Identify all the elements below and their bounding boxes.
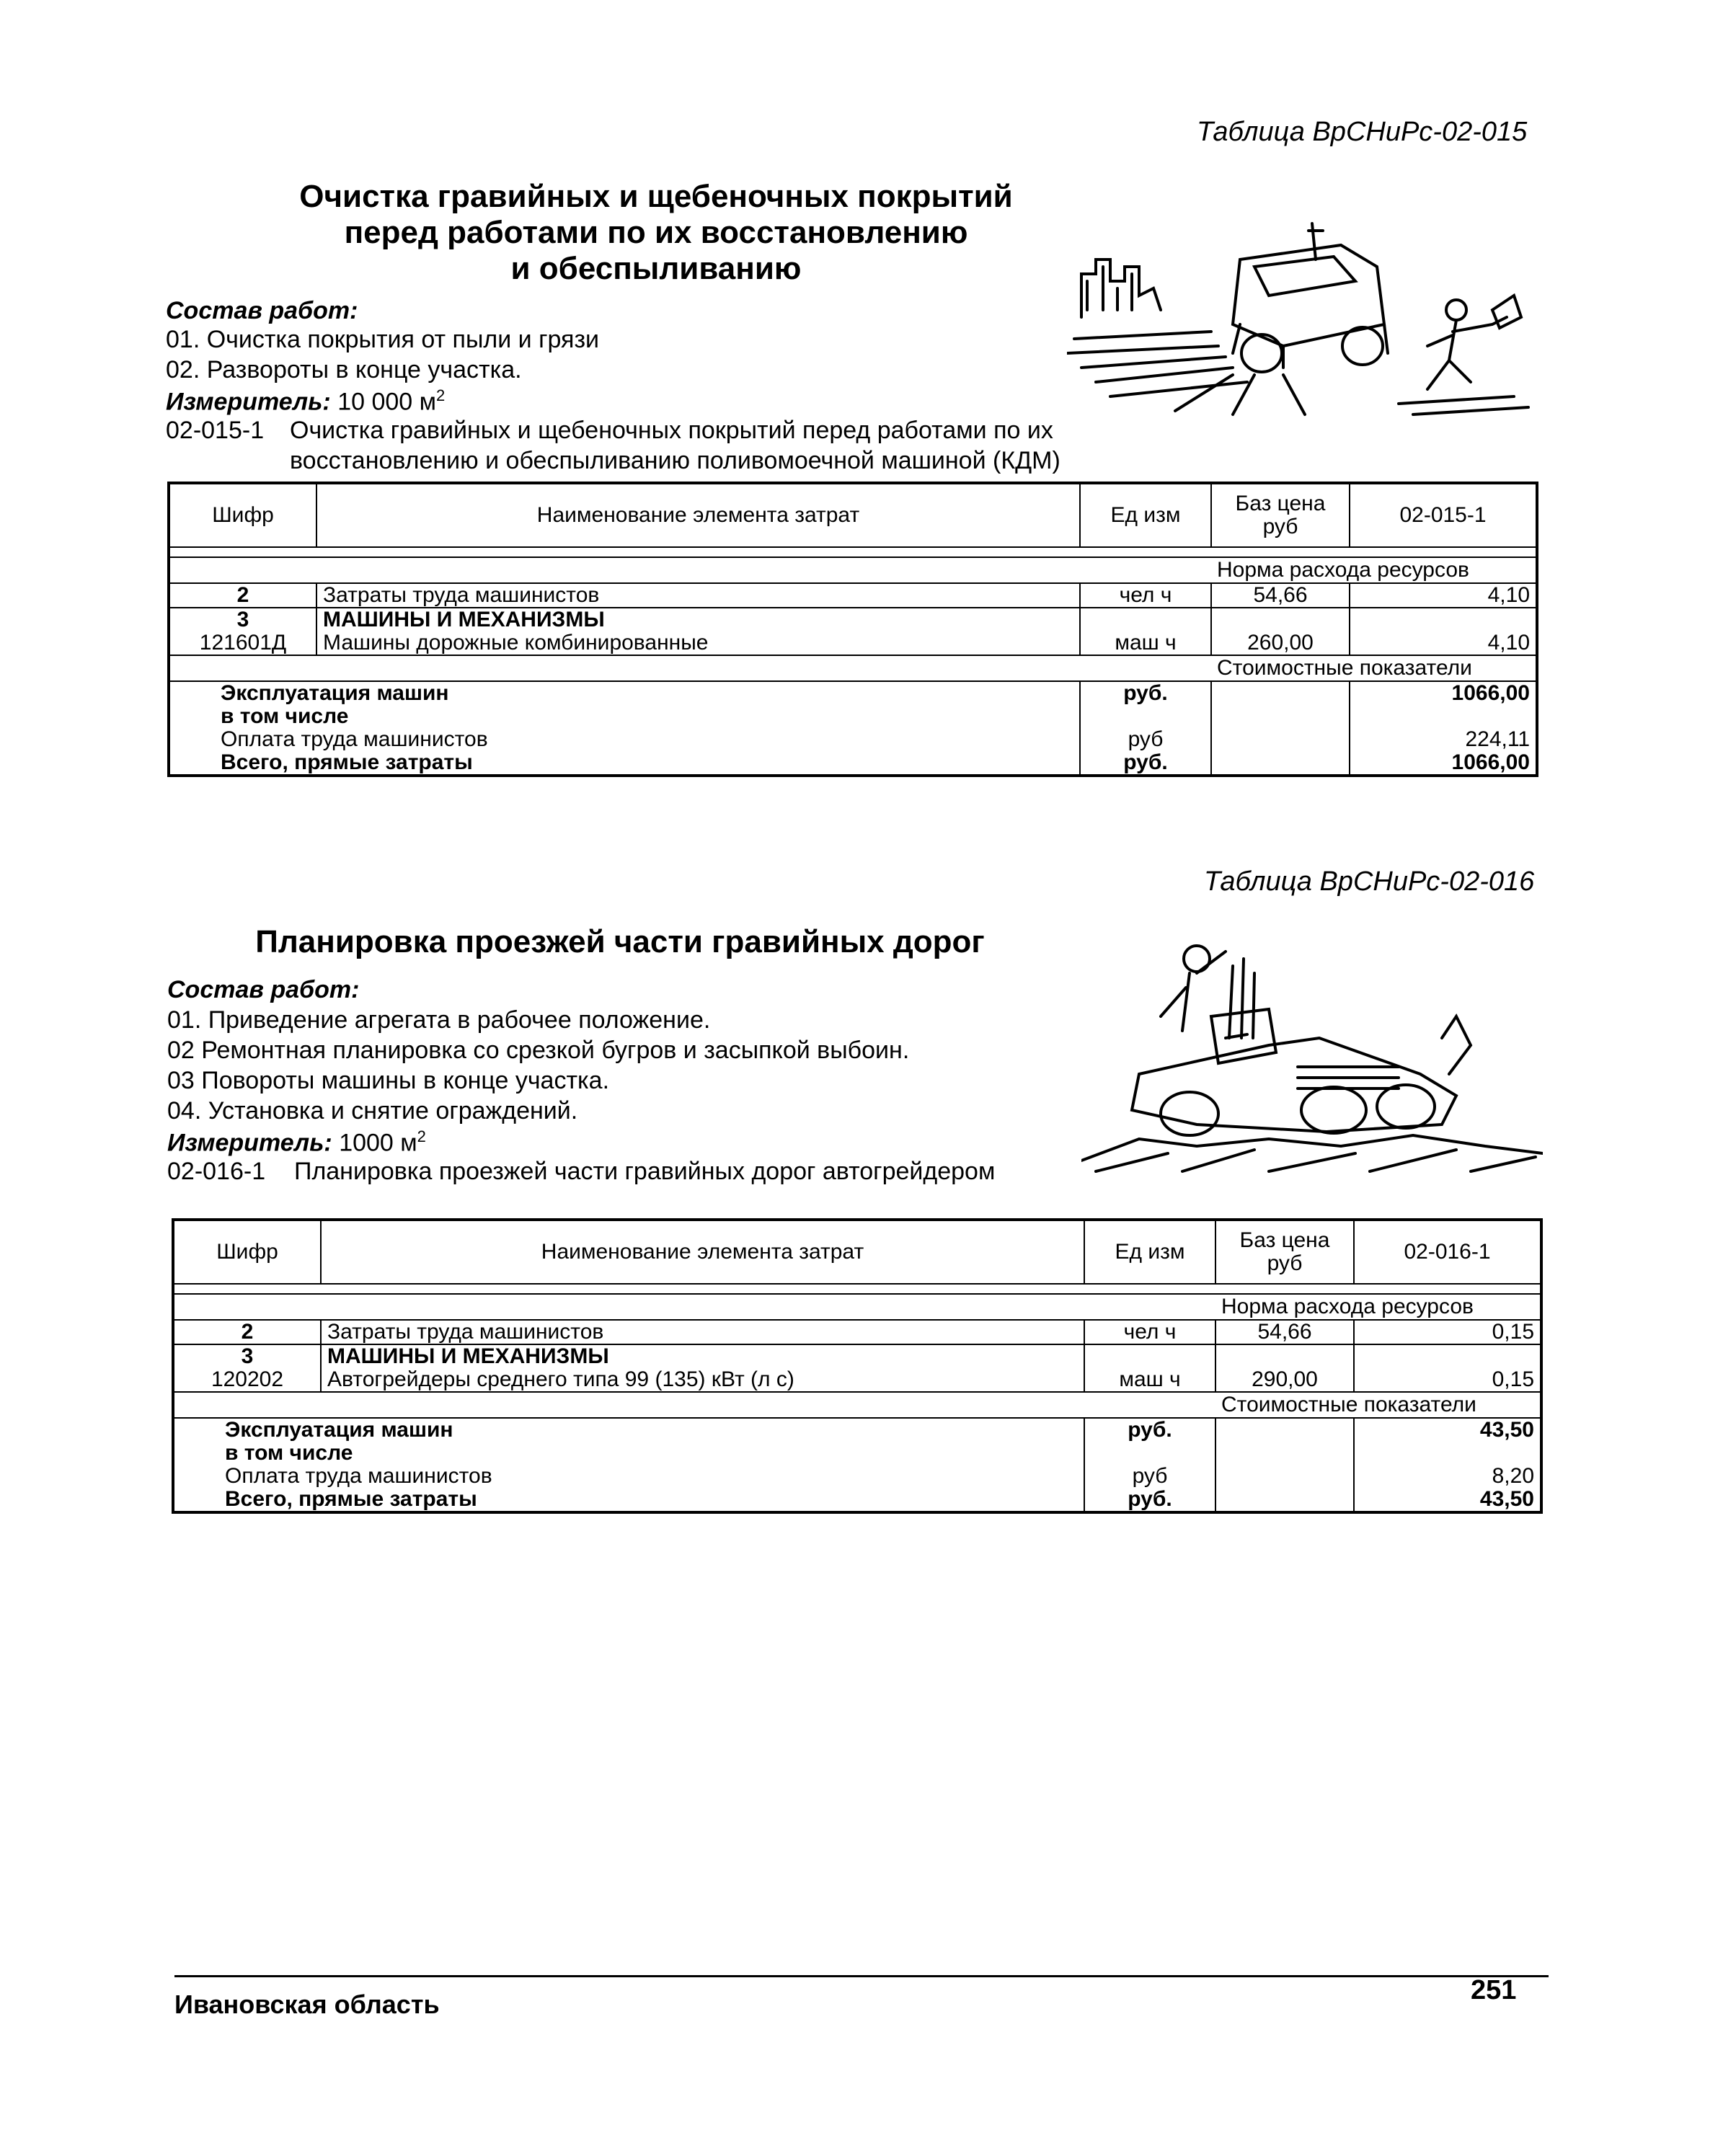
cost-name: Эксплуатация машин — [173, 1418, 1084, 1442]
row-price: 54,66 — [1211, 583, 1350, 608]
row-code: 2 — [169, 583, 316, 608]
work-item-2-4: 04. Установка и снятие ограждений. — [167, 1097, 578, 1125]
row-code: 3 — [169, 608, 316, 631]
cost-name: Эксплуатация машин — [169, 681, 1080, 705]
table-row — [169, 583, 1537, 608]
row-price: 290,00 — [1215, 1368, 1354, 1392]
row-name: Машины дорожные комбинированные — [316, 631, 1080, 655]
title-line: Очистка гравийных и щебеночных покрытий — [299, 179, 1013, 214]
row-code: 121601Д — [169, 631, 316, 655]
motor-grader-illustration — [1081, 930, 1543, 1175]
cost-label: Стоимостные показатели — [1211, 655, 1537, 681]
table-row — [169, 631, 1537, 655]
row-price: 54,66 — [1215, 1320, 1354, 1344]
cost-name: Оплата труда машинистов — [173, 1465, 1084, 1488]
header-code: Шифр — [169, 483, 316, 547]
work-composition-label-2: Состав работ: — [167, 976, 360, 1003]
row-name: Затраты труда машинистов — [316, 583, 1080, 608]
cost-table-2 — [172, 1218, 1543, 1514]
title-line: и обеспыливанию — [510, 251, 802, 286]
cost-value: 224,11 — [1350, 728, 1537, 751]
table-row — [173, 1465, 1541, 1488]
row-value: 0,15 — [1354, 1320, 1541, 1344]
header-column-code: 02-015-1 — [1350, 483, 1537, 547]
cost-table-1 — [167, 482, 1538, 777]
cost-unit: руб. — [1084, 1488, 1215, 1512]
header-price: Баз цена руб — [1211, 483, 1350, 547]
cost-unit: руб. — [1080, 751, 1211, 776]
row-unit: чел ч — [1080, 583, 1211, 608]
meter-label-1: Измеритель: — [166, 388, 331, 416]
item-desc-1-line1: Очистка гравийных и щебеночных покрытий перед работами по их — [290, 417, 1053, 444]
table-row — [169, 705, 1537, 728]
norm-row — [169, 557, 1537, 583]
table-row — [173, 1320, 1541, 1344]
row-code: 120202 — [173, 1368, 321, 1392]
cost-name: Оплата труда машинистов — [169, 728, 1080, 751]
work-composition-label-1: Состав работ: — [166, 297, 358, 324]
row-name: Автогрейдеры среднего типа 99 (135) кВт (л с) — [321, 1368, 1084, 1392]
meter-unit-sup-1: 2 — [436, 386, 446, 404]
title-line: Планировка проезжей части гравийных дорог — [255, 924, 985, 959]
work-item-2-2: 02 Ремонтная планировка со срезкой бугров и засыпкой выбоин. — [167, 1037, 910, 1064]
meter-value-1: 10 000 м — [337, 388, 437, 416]
cost-name: Всего, прямые затраты — [169, 751, 1080, 776]
cost-unit: руб — [1084, 1465, 1215, 1488]
table-row — [169, 681, 1537, 705]
work-item-2-3: 03 Повороты машины в конце участка. — [167, 1067, 610, 1094]
table-row — [169, 728, 1537, 751]
table-header-row — [173, 1220, 1541, 1284]
meter-unit-sup-2: 2 — [417, 1127, 426, 1145]
table-row — [173, 1368, 1541, 1392]
cost-unit: руб — [1080, 728, 1211, 751]
meter-value-2: 1000 м — [339, 1129, 417, 1157]
cost-row — [169, 655, 1537, 681]
cost-row — [173, 1392, 1541, 1418]
table-row — [173, 1344, 1541, 1368]
header-code: Шифр — [173, 1220, 321, 1284]
cost-label: Стоимостные показатели — [1215, 1392, 1541, 1418]
table-row — [169, 608, 1537, 631]
meter-label-2: Измеритель: — [167, 1129, 332, 1157]
row-code: 2 — [173, 1320, 321, 1344]
table-header-row — [169, 483, 1537, 547]
header-name: Наименование элемента затрат — [321, 1220, 1084, 1284]
table-row — [173, 1442, 1541, 1465]
row-name: МАШИНЫ И МЕХАНИЗМЫ — [316, 608, 1080, 631]
item-desc-1-line2: восстановлению и обеспыливанию поливомоечной машиной (КДМ) — [290, 447, 1060, 474]
item-desc-2-line1: Планировка проезжей части гравийных дорог автогрейдером — [294, 1158, 996, 1185]
item-code-1: 02-015-1 — [166, 417, 265, 444]
cost-value: 1066,00 — [1350, 751, 1537, 776]
spacer-row — [173, 1284, 1541, 1294]
section-title-1 — [187, 179, 1125, 287]
row-value: 4,10 — [1350, 583, 1537, 608]
work-item-1-1: 01. Очистка покрытия от пыли и грязи — [166, 326, 600, 353]
table-row — [173, 1488, 1541, 1512]
row-name: Затраты труда машинистов — [321, 1320, 1084, 1344]
item-code-2: 02-016-1 — [167, 1158, 266, 1185]
row-value: 0,15 — [1354, 1368, 1541, 1392]
table-row — [173, 1418, 1541, 1442]
header-name: Наименование элемента затрат — [316, 483, 1080, 547]
header-unit: Ед изм — [1084, 1220, 1215, 1284]
cost-value: 1066,00 — [1350, 681, 1537, 705]
cost-name: в том числе — [173, 1442, 1084, 1465]
footer-rule — [174, 1975, 1549, 1977]
row-value: 4,10 — [1350, 631, 1537, 655]
meter-line-2 — [167, 1127, 426, 1157]
norm-label: Норма расхода ресурсов — [1211, 557, 1537, 583]
work-item-2-1: 01. Приведение агрегата в рабочее положение. — [167, 1006, 711, 1034]
header-unit: Ед изм — [1080, 483, 1211, 547]
work-item-1-2: 02. Развороты в конце участка. — [166, 356, 522, 383]
cost-value: 43,50 — [1354, 1488, 1541, 1512]
cost-value: 43,50 — [1354, 1418, 1541, 1442]
table-row — [169, 751, 1537, 776]
row-unit: маш ч — [1080, 631, 1211, 655]
section-title-2 — [187, 924, 1053, 960]
spacer-row — [169, 547, 1537, 557]
footer-region: Ивановская область — [174, 1990, 440, 2019]
row-unit: чел ч — [1084, 1320, 1215, 1344]
meter-line-1 — [166, 386, 445, 416]
norm-row — [173, 1294, 1541, 1320]
table-number-2: Таблица ВрСНиРс-02-016 — [1204, 866, 1535, 897]
cost-name: в том числе — [169, 705, 1080, 728]
title-line: перед работами по их восстановлению — [344, 215, 968, 250]
header-price: Баз цена руб — [1215, 1220, 1354, 1284]
cost-unit: руб. — [1080, 681, 1211, 705]
norm-label: Норма расхода ресурсов — [1215, 1294, 1541, 1320]
header-column-code: 02-016-1 — [1354, 1220, 1541, 1284]
row-price: 260,00 — [1211, 631, 1350, 655]
cost-unit: руб. — [1084, 1418, 1215, 1442]
page-number: 251 — [1471, 1975, 1517, 2005]
table-number-1: Таблица ВрСНиРс-02-015 — [1197, 117, 1528, 147]
cost-value: 8,20 — [1354, 1465, 1541, 1488]
row-name: МАШИНЫ И МЕХАНИЗМЫ — [321, 1344, 1084, 1368]
row-unit: маш ч — [1084, 1368, 1215, 1392]
road-cleaning-machine-illustration — [1067, 202, 1543, 418]
row-code: 3 — [173, 1344, 321, 1368]
cost-name: Всего, прямые затраты — [173, 1488, 1084, 1512]
